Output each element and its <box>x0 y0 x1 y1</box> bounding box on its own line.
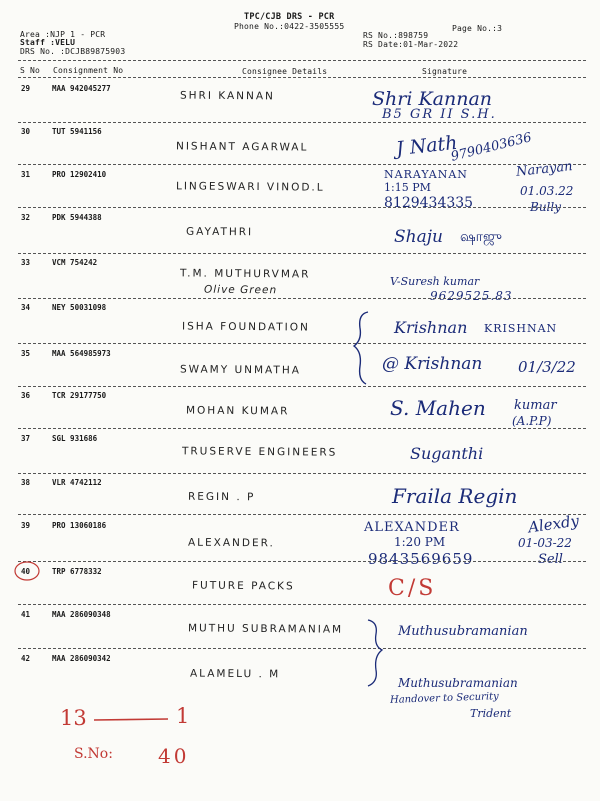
signature: V-Suresh kumar <box>390 275 480 288</box>
sno-label: S.No: <box>74 746 113 762</box>
row-sno: 29 <box>21 84 31 93</box>
page-number: Page No.:3 <box>452 24 503 33</box>
consignee-name: NISHANT AGARWAL <box>175 140 309 154</box>
row-divider <box>18 648 586 649</box>
consignee-name: REGIN . P <box>187 490 256 504</box>
row-sno: 33 <box>21 258 31 267</box>
rs-number: RS No.:898759 <box>363 31 429 40</box>
row-sno: 31 <box>21 170 31 179</box>
signature-secondary: Alexdy <box>526 511 581 537</box>
signature: Shri Kannan <box>372 88 493 110</box>
signature: S. Mahen <box>390 396 486 420</box>
consignee-name: ALEXANDER. <box>187 536 275 550</box>
row-sno: 38 <box>21 478 31 487</box>
row-consignment: PRO 13060186 <box>52 521 107 530</box>
row-sno: 34 <box>21 303 31 312</box>
signature-secondary: KRISHNAN <box>484 322 558 335</box>
row-divider <box>18 298 586 299</box>
row-divider <box>18 343 586 344</box>
row-consignment: VCM 754242 <box>52 258 98 267</box>
signature-secondary: kumar <box>514 398 557 413</box>
drs-number: DRS No. :DCJB89875903 <box>20 47 126 56</box>
row-consignment: TUT 5941156 <box>52 127 102 136</box>
row-divider <box>18 561 586 562</box>
row-divider <box>18 473 586 474</box>
col-signature: Signature <box>422 67 468 76</box>
bracket-mark <box>348 308 378 388</box>
consignee-name: ALAMELU . M <box>189 667 281 681</box>
row-consignment: MAA 286090348 <box>52 610 111 619</box>
signature-date: 01.03.22 <box>520 184 574 198</box>
consignee-name: SHRI KANNAN <box>179 89 275 103</box>
consignee-name: SWAMY UNMATHA <box>179 363 301 377</box>
consignee-name: TRUSERVE ENGINEERS <box>181 445 338 459</box>
col-consignment: Consignment No <box>53 66 124 75</box>
signature: ALEXANDER <box>364 520 460 535</box>
consignee-name: MUTHU SUBRAMANIAM <box>187 622 344 636</box>
signature-note: Handover to Security <box>389 691 499 706</box>
signature-phone: 9790403636 <box>449 130 534 165</box>
row-divider <box>18 386 586 387</box>
row-consignment: TRP 6778332 <box>52 567 102 576</box>
signature-mark: Bully <box>530 200 562 214</box>
consignee-name: FUTURE PACKS <box>191 579 295 593</box>
document-title: TPC/CJB DRS - PCR <box>244 12 335 22</box>
signature-time: 1:15 PM <box>384 181 431 194</box>
row-sno: 35 <box>21 349 31 358</box>
row-sno: 30 <box>21 127 31 136</box>
row-consignment: MAA 286090342 <box>52 654 111 663</box>
signature: @ Krishnan <box>382 354 483 374</box>
signature: Suganthi <box>410 444 484 463</box>
row-consignment: MAA 942045277 <box>52 84 111 93</box>
count-left: 13 <box>60 706 87 730</box>
signature-secondary: Narayan <box>515 159 574 180</box>
signature-mark: Sell <box>538 552 563 567</box>
row-divider <box>18 604 586 605</box>
staff-label: Staff :VELU <box>20 38 76 47</box>
count-right: 1 <box>176 704 190 728</box>
signature-secondary: ஷாஜு <box>460 229 502 245</box>
columns-divider <box>18 77 586 78</box>
signature: NARAYANAN <box>384 168 468 181</box>
signature: Fraila Regin <box>392 484 518 508</box>
row-divider <box>18 122 586 123</box>
row-consignment: NEY 50031098 <box>52 303 107 312</box>
signature-phone: 9843569659 <box>368 550 474 568</box>
header-divider <box>18 60 586 61</box>
consignee-name: GAYATHRI <box>185 225 254 239</box>
consignee-name: T.M. MUTHURVMAR <box>179 267 311 281</box>
signature: C/S <box>388 576 437 601</box>
consignee-name: MOHAN KUMAR <box>185 404 290 418</box>
rs-date: RS Date:01-Mar-2022 <box>363 40 459 49</box>
signature: Krishnan <box>394 318 468 337</box>
row-consignment: MAA 564985973 <box>52 349 111 358</box>
signature: Muthusubramanian <box>398 676 518 690</box>
row-consignment: PRO 12902410 <box>52 170 107 179</box>
row-consignment: SGL 931686 <box>52 434 98 443</box>
phone-number: Phone No.:0422-3505555 <box>234 22 345 31</box>
signature-date: 01/3/22 <box>518 358 576 376</box>
row-sno: 42 <box>21 654 31 663</box>
row-consignment: TCR 29177750 <box>52 391 107 400</box>
row-divider <box>18 514 586 515</box>
signature-date: 01-03-22 <box>518 536 572 550</box>
consignee-name-extra: Olive Green <box>203 283 278 297</box>
row-divider <box>18 253 586 254</box>
signature-phone: 9629525.83 <box>430 289 513 303</box>
signature-phone: 8129434335 <box>384 195 474 211</box>
sno-value: 40 <box>158 744 190 768</box>
signature-time: 1:20 PM <box>394 535 446 549</box>
row-consignment: PDK 5944388 <box>52 213 102 222</box>
row-sno: 32 <box>21 213 31 222</box>
row-consignment: VLR 4742112 <box>52 478 102 487</box>
consignee-name: ISHA FOUNDATION <box>181 320 310 334</box>
signature-note-extra: Trident <box>470 707 512 720</box>
signature: Muthusubramanian <box>398 624 528 639</box>
signature-note: (A.P.P) <box>512 414 552 428</box>
row-sno: 40 <box>21 567 31 576</box>
area-label: Area :NJP 1 - PCR <box>20 30 106 39</box>
row-sno: 36 <box>21 391 31 400</box>
col-sno: S No <box>20 66 41 75</box>
bracket-mark <box>360 616 386 688</box>
count-dash <box>92 716 172 724</box>
signature-note: B5 GR II S.H. <box>382 107 497 122</box>
row-divider <box>18 428 586 429</box>
consignee-name: LINGESWARI VINOD.L <box>175 180 325 194</box>
signature: J Nath <box>395 131 459 161</box>
row-sno: 37 <box>21 434 31 443</box>
row-sno: 39 <box>21 521 31 530</box>
row-divider <box>18 207 586 208</box>
row-sno: 41 <box>21 610 31 619</box>
signature: Shaju <box>394 227 443 247</box>
col-consignee: Consignee Details <box>242 67 328 76</box>
row-divider <box>18 164 586 165</box>
